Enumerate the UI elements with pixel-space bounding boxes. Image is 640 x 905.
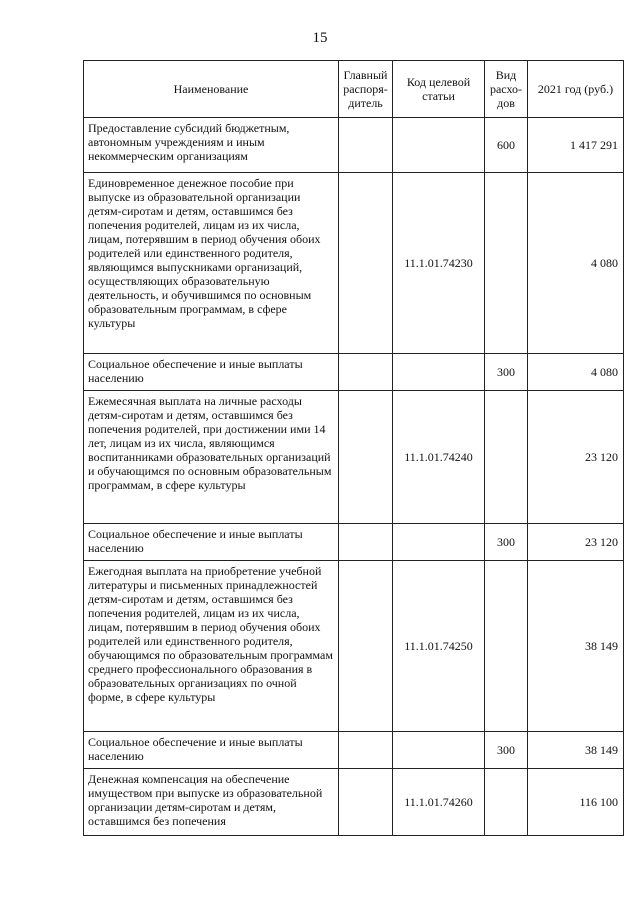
row-name: Предоставление субсидий бюджетным, автономным учреждениям и иным некоммерческим организациям [84,118,339,173]
row-main-manager [339,118,393,173]
table-row [84,732,624,769]
row-target-code [393,732,485,769]
row-name: Ежегодная выплата на приобретение учебной литературы и письменных принадлежностей детям-сиротам и детям, оставшимся без попечения родителей, лицам из их числа, лицам, потерявшим в период обучения обоих родителей или единственного родителя, обучающимся по образовательным программам среднего профессионального образования в образовательных организациях по очной форме, в сфере культуры [84,561,339,732]
row-main-manager [339,561,393,732]
header-year-amount: 2021 год (руб.) [528,61,624,118]
row-main-manager [339,173,393,354]
row-amount: 23 120 [528,391,624,524]
row-expense-type [485,561,528,732]
row-amount: 116 100 [528,769,624,836]
table-row [84,173,624,354]
row-target-code: 11.1.01.74250 [393,561,485,732]
row-expense-type [485,173,528,354]
table-row [84,354,624,391]
row-name: Денежная компенсация на обеспечение имуществом при выпуске из образовательной организации детям-сиротам и детям, оставшимся без попечения [84,769,339,836]
row-name: Единовременное денежное пособие при выпуске из образовательной организации детям-сиротам и детям, оставшимся без попечения родителей, лицам из их числа, лицам, потерявшим в период обучения обоих родителей или единственного родителя, являющимся выпускниками организаций, осуществляющих образовательную деятельность, и обучившимся по основным образовательным программам, в сфере культуры [84,173,339,354]
budget-table [83,60,624,836]
row-name: Социальное обеспечение и иные выплаты населению [84,524,339,561]
table-row [84,391,624,524]
table-row [84,524,624,561]
row-name: Социальное обеспечение и иные выплаты населению [84,354,339,391]
row-main-manager [339,524,393,561]
row-amount: 4 080 [528,173,624,354]
row-main-manager [339,391,393,524]
header-main-manager: Главный распоря-дитель [339,61,393,118]
table-row [84,118,624,173]
row-name: Социальное обеспечение и иные выплаты населению [84,732,339,769]
row-target-code: 11.1.01.74230 [393,173,485,354]
row-expense-type: 600 [485,118,528,173]
header-expense-type: Вид расхо-дов [485,61,528,118]
row-amount: 1 417 291 [528,118,624,173]
row-name: Ежемесячная выплата на личные расходы детям-сиротам и детям, оставшимся без попечения родителей, при достижении ими 14 лет, лицам из их числа, являющимся воспитанниками образовательных организаций и обучающимся по основным образовательным программам, в сфере культуры [84,391,339,524]
row-target-code: 11.1.01.74240 [393,391,485,524]
row-main-manager [339,732,393,769]
row-expense-type [485,769,528,836]
row-expense-type: 300 [485,354,528,391]
table-header-row [84,61,624,118]
row-expense-type [485,391,528,524]
row-amount: 38 149 [528,561,624,732]
row-amount: 4 080 [528,354,624,391]
table-row [84,561,624,732]
header-name: Наименование [84,61,339,118]
row-expense-type: 300 [485,732,528,769]
page-number: 15 [312,30,328,46]
row-amount: 23 120 [528,524,624,561]
row-target-code [393,354,485,391]
row-expense-type: 300 [485,524,528,561]
header-target-code: Код целевой статьи [393,61,485,118]
row-target-code: 11.1.01.74260 [393,769,485,836]
row-main-manager [339,354,393,391]
table-row [84,769,624,836]
row-target-code [393,524,485,561]
row-main-manager [339,769,393,836]
row-target-code [393,118,485,173]
row-amount: 38 149 [528,732,624,769]
